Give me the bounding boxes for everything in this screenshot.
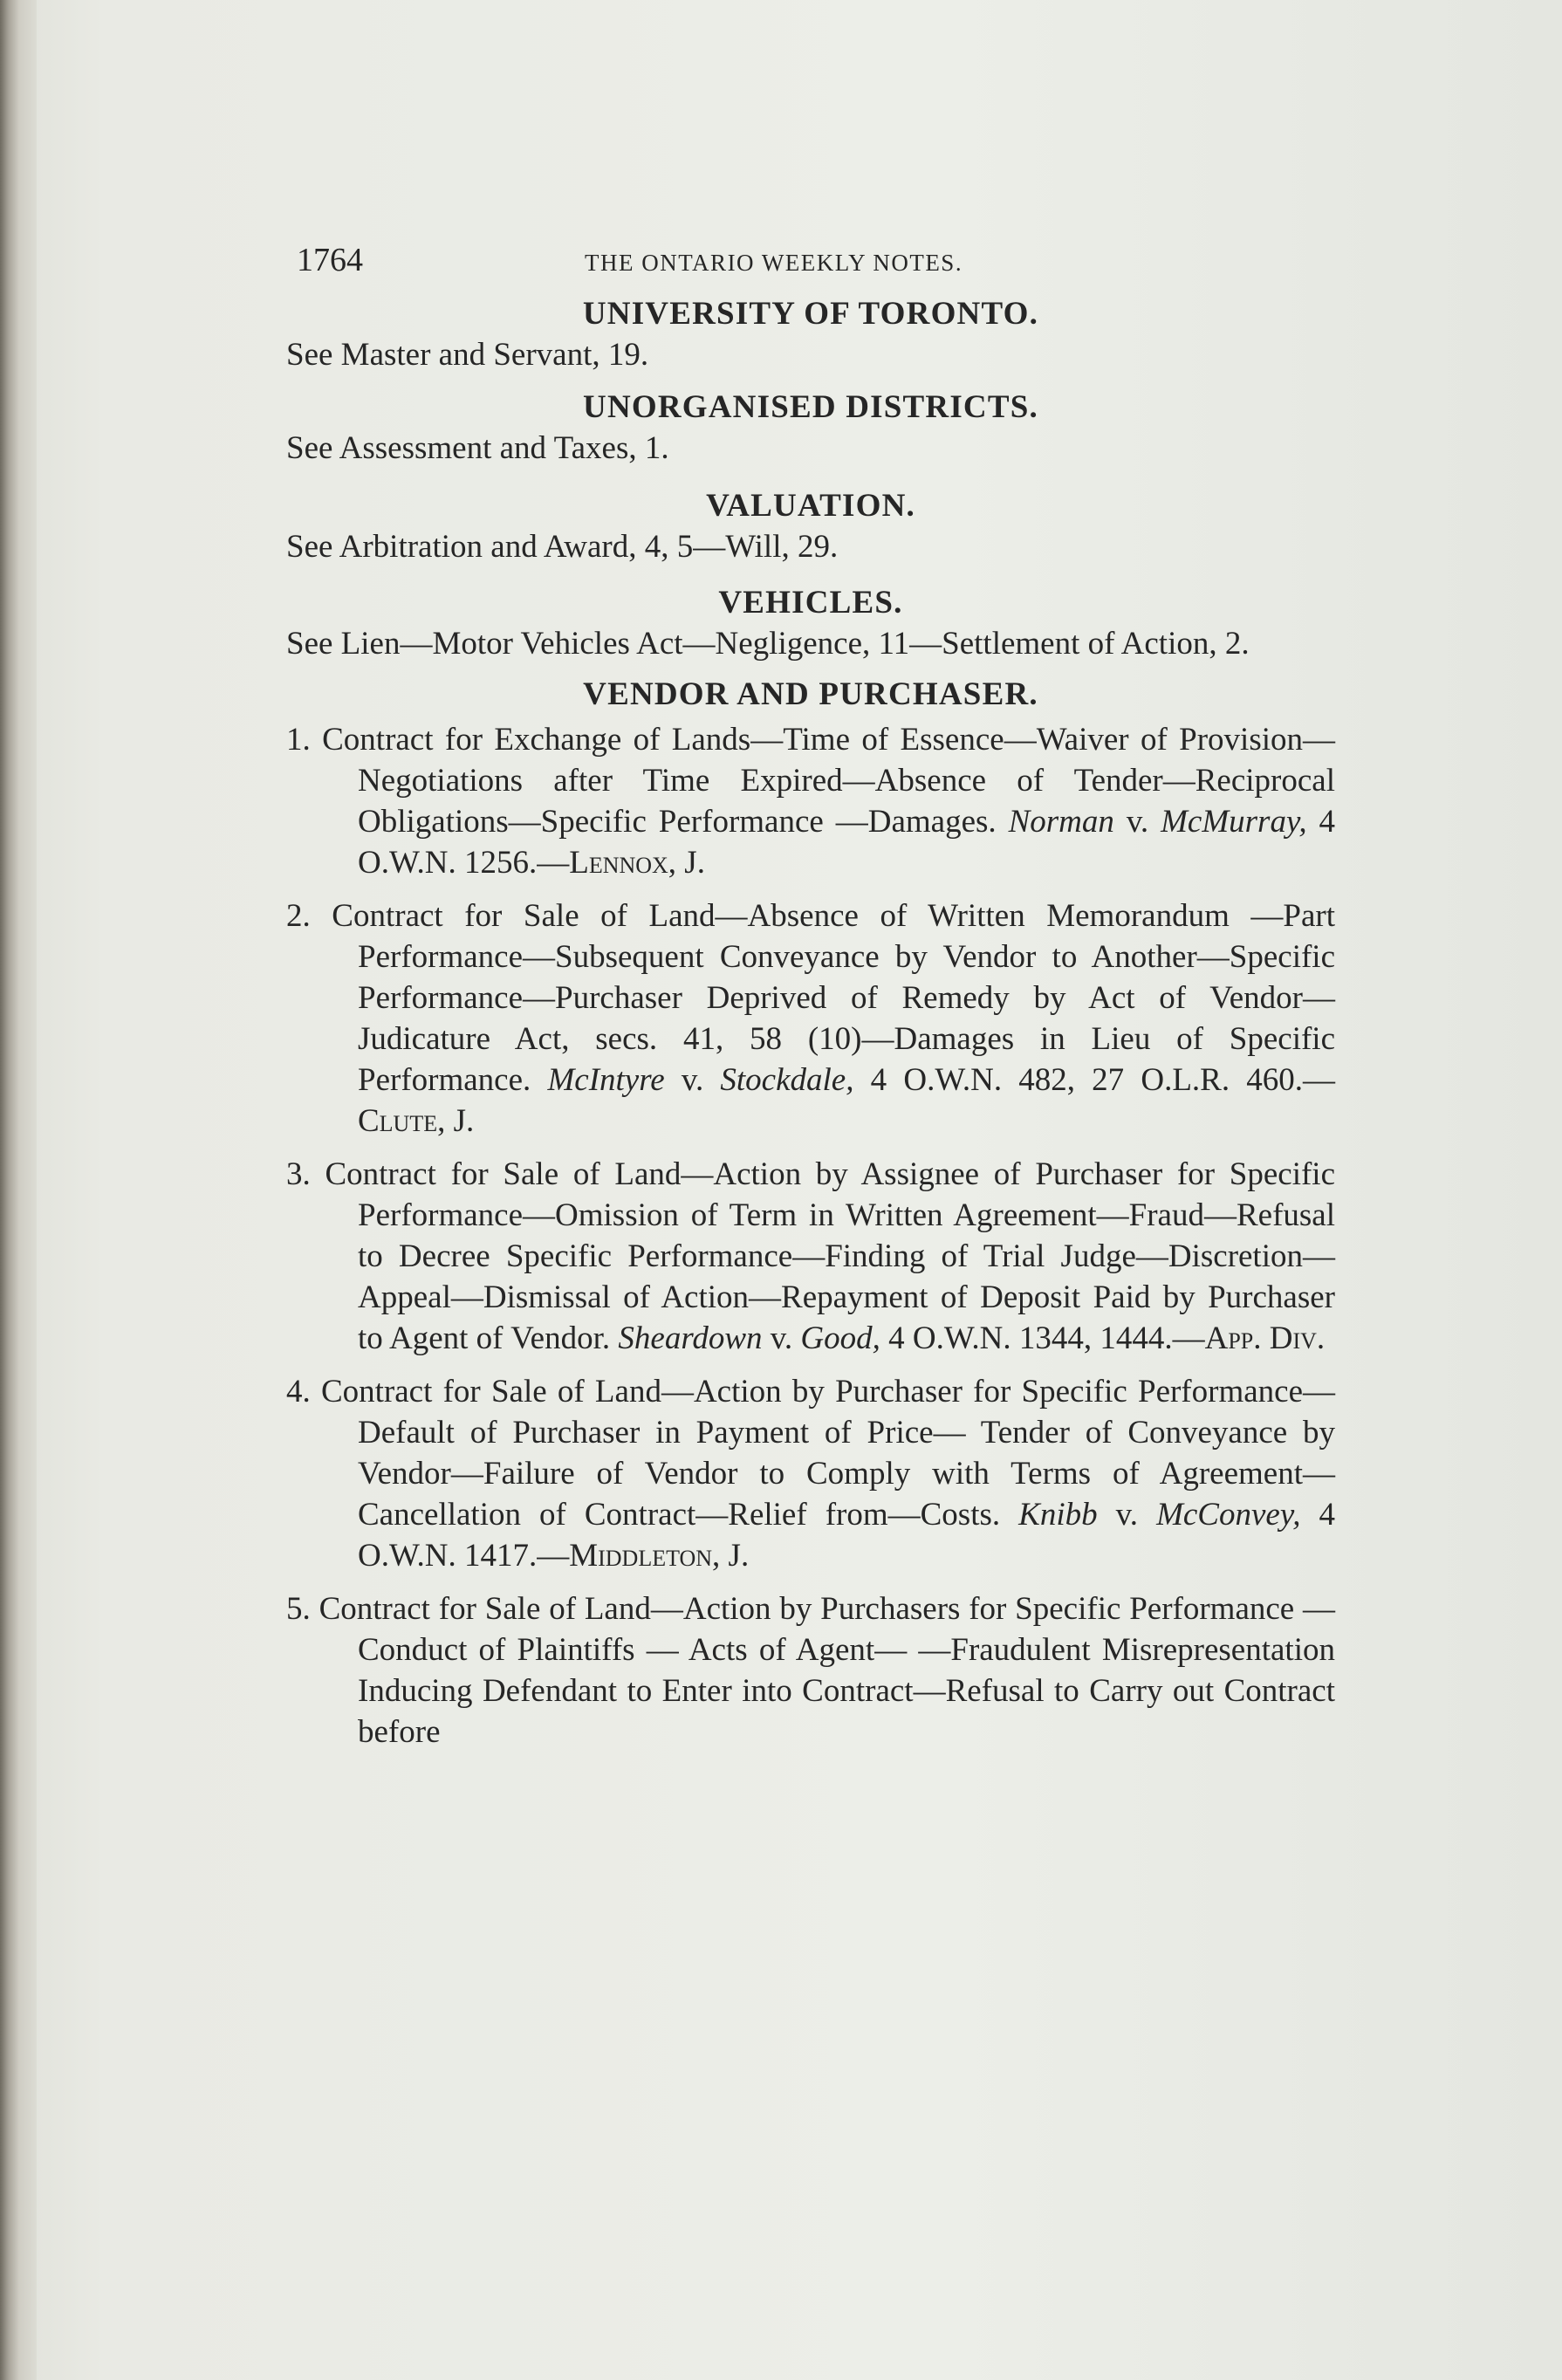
entry-text: Contract for Sale of Land—Absence of Written Memorandum —Part Performance—Subsequent Conveyance by Vendor to Another—Specific Performance—Purchaser Deprived of Remedy by Act of Vendor—Judicature Act, secs. 41, 58 (10)—Damages in Lieu of Specific Performance.	[332, 898, 1335, 1098]
entry-number: 1.	[286, 722, 311, 758]
entry-text: Contract for Sale of Land—Action by Purchaser for Specific Performance—Default of Purchaser in Payment of Price— Tender of Conveyance by Vendor—Failure of Vendor to Comply with Terms of Agreement—Cancellation of Contract—Relief from—Costs.	[320, 1374, 1335, 1533]
section-heading: VALUATION.	[706, 488, 915, 524]
case-party: Knibb	[1018, 1497, 1098, 1533]
section-heading: UNIVERSITY OF TORONTO.	[582, 296, 1039, 332]
entry-number: 4.	[286, 1374, 311, 1409]
page-header	[286, 236, 1335, 288]
case-judge: Middleton, J.	[569, 1538, 750, 1574]
case-party: McConvey,	[1156, 1497, 1301, 1533]
case-party: McIntyre	[547, 1062, 665, 1098]
case-judge: Lennox, J.	[569, 845, 705, 881]
case-citation: 4 O.W.N. 1256.—	[358, 804, 1336, 881]
digest-entry	[286, 1371, 1335, 1576]
running-head: THE ONTARIO WEEKLY NOTES.	[585, 250, 963, 276]
cross-reference: See Assessment and Taxes, 1.	[286, 430, 669, 466]
case-party: Sheardown	[618, 1320, 763, 1356]
case-citation: 4 O.W.N. 1344, 1444.—	[888, 1320, 1205, 1356]
case-citation: 4 O.W.N. 482, 27 O.L.R. 460.—	[870, 1062, 1336, 1098]
case-party: Stockdale,	[720, 1062, 854, 1098]
cross-reference: See Arbitration and Award, 4, 5—Will, 29.	[286, 529, 839, 565]
case-party: Good,	[800, 1320, 880, 1356]
entry-number: 5.	[286, 1591, 311, 1627]
section-heading: UNORGANISED DISTRICTS.	[583, 389, 1038, 425]
digest-entry	[286, 719, 1335, 883]
digest-entry	[286, 1154, 1335, 1359]
cross-reference: See Master and Servant, 19.	[286, 337, 649, 373]
case-judge: App. Div.	[1204, 1320, 1326, 1356]
page-spine-shadow	[0, 0, 37, 2380]
entry-number: 3.	[286, 1156, 311, 1192]
case-party: Norman	[1008, 804, 1114, 840]
entry-text: Contract for Exchange of Lands—Time of Essence—Waiver of Provision—Negotiations after Time Expired—Absence of Tender—Reciprocal Obligations—Specific Performance —Damages.	[322, 722, 1335, 840]
case-judge: Clute, J.	[358, 1103, 475, 1139]
digest-entry-list	[286, 719, 1335, 1752]
page-text-block	[286, 236, 1335, 1765]
entry-text: Contract for Sale of Land—Action by Assignee of Purchaser for Specific Performance—Omission of Term in Written Agreement—Fraud—Refusal to Decree Specific Performance—Finding of Trial Judge—Discretion—Appeal—Dismissal of Action—Repayment of Deposit Paid by Purchaser to Agent of Vendor.	[325, 1156, 1336, 1356]
case-versus: v.	[1115, 1497, 1139, 1533]
case-citation: 4 O.W.N. 1417.—	[358, 1497, 1335, 1574]
case-versus: v.	[681, 1062, 704, 1098]
section-heading: VEHICLES.	[718, 585, 903, 621]
case-versus: v.	[1126, 804, 1149, 840]
cross-reference: See Lien—Motor Vehicles Act—Negligence, 11—Settlement of Action, 2.	[286, 626, 1250, 662]
section-heading: VENDOR AND PURCHASER.	[583, 676, 1038, 712]
case-versus: v.	[770, 1320, 793, 1356]
case-party: McMurray,	[1161, 804, 1307, 840]
digest-entry	[286, 895, 1335, 1142]
entry-number: 2.	[286, 898, 311, 934]
entry-text: Contract for Sale of Land—Action by Purchasers for Specific Performance — Conduct of Plaintiffs — Acts of Agent— —Fraudulent Misrepresentation Inducing Defendant to Enter into Contract—Refusal to Carry out Contract before	[319, 1591, 1336, 1750]
digest-entry	[286, 1588, 1335, 1752]
page-number: 1764	[297, 242, 363, 278]
